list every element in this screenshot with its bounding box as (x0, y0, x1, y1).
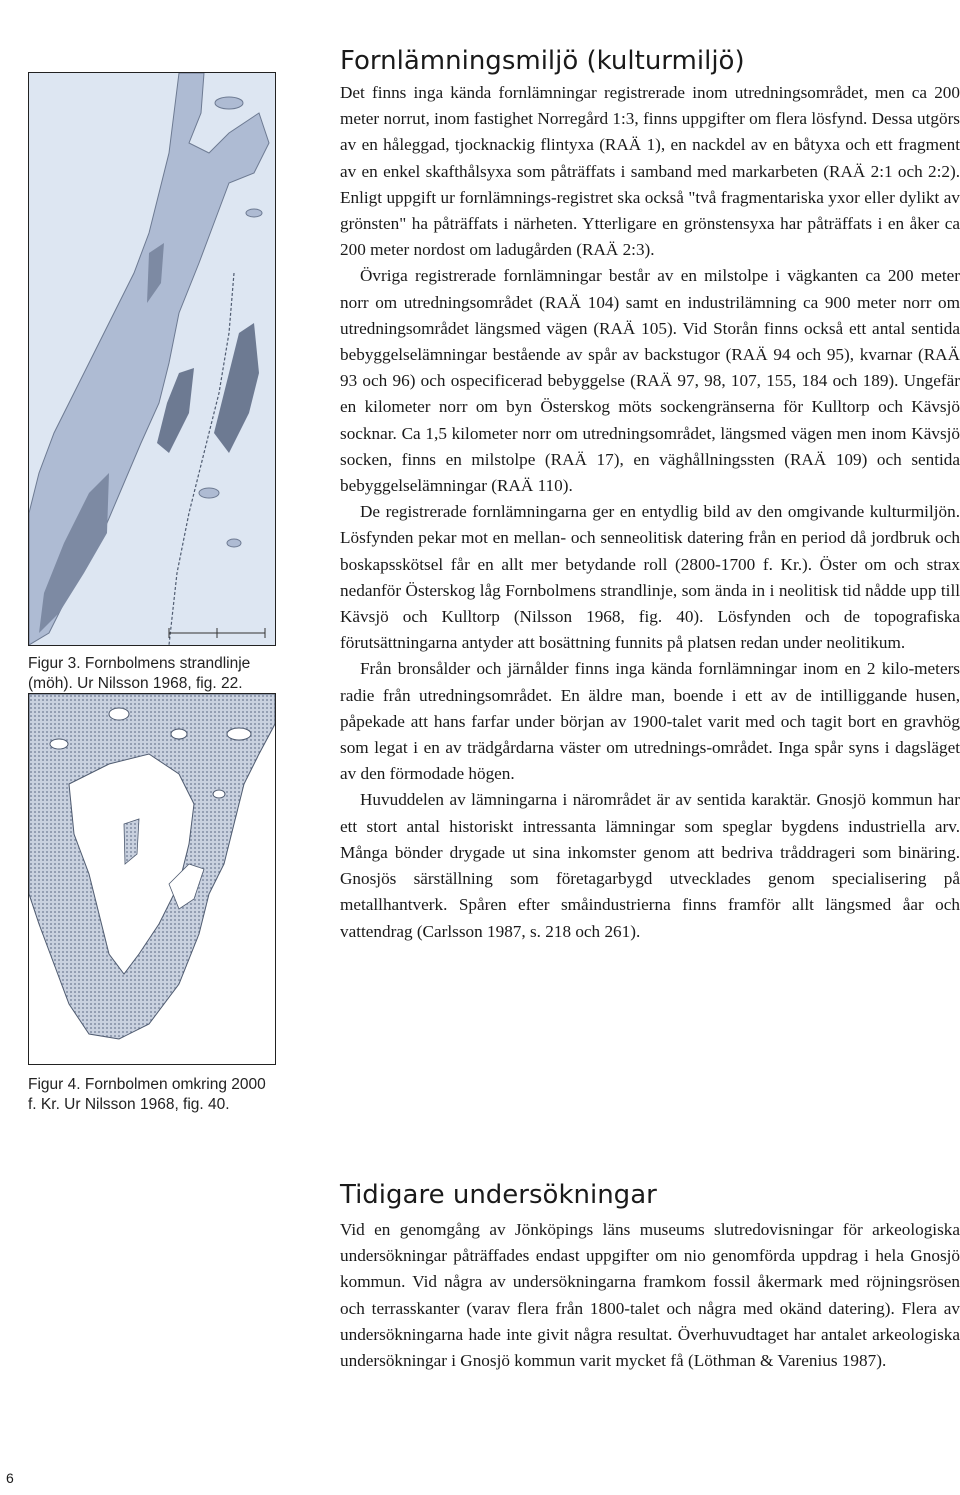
paragraph: Övriga registrerade fornlämningar består av en milstolpe i vägkanten ca 200 meter norr om utredningsområdet (RAÄ 104) samt en industrilämning ca 900 meter norr om utredningsområdet längsmed vägen (RAÄ 105). Vid Storån finns också ett antal sentida bebyggelselämningar bestående av spår av backstugor (RAÄ 94 och 95), kvarnar (RAÄ 93 och 96) och ospecificerad bebyggelse (RAÄ 97, 98, 107, 155, 184 och 189). Ungefär en kilometer norr om byn Österskog möts sockengränserna för Kulltorp och Kävsjö socknar. Ca 1,5 kilometer norr om utredningsområdet, längsmed vägen men inom Kävsjö socken, finns en milstolpe (RAÄ 17), en väghållningssten (RAÄ 109) och sentida bebyggelselämningar (RAÄ 110). (340, 266, 960, 496)
paragraph: Vid en genomgång av Jönköpings läns museums slutredovisningar för arkeologiska undersökningar påträffades endast uppgifter om nio genomförda uppdrag i hela Gnosjö kommun. Vid några av undersökningarna framkom fossil åkermark med röjningsrösen och terrasskanter (varav flera från 1800-talet och några med okänd datering). Flera av undersökningarna hade inte givit några resultat. Överhuvudtaget har antalet arkeologiska undersökningar i Gnosjö kommun varit mycket få (Löthman & Varenius 1987). (340, 1220, 960, 1371)
paragraph: Det finns inga kända fornlämningar registrerade inom utredningsområdet, men ca 200 meter norrut, inom fastighet Norregård 1:3, finns uppgifter om flera lösfynd. Dessa utgörs av en håleggad, tjocknackig flintyxa (RAÄ 1), en nackdel av en båtyxa och ett fragment av en enkel skafthålsyxa som påträffats i samband med markarbeten (RAÄ 2:1 och 2:2). Enligt uppgift ur fornlämnings-registret ska också "två fragmentariska yxor eller dylikt av grönsten" ha påträffats i närheten. Ytterligare en grönstensyxa har påträffats i en åker ca 200 meter nordost om ladugården (RAÄ 2:3). (340, 83, 960, 260)
section-heading-kulturmiljo: Fornlämningsmiljö (kulturmiljö) (340, 46, 745, 76)
figure-4-map (28, 693, 276, 1065)
strandline-map-image (29, 73, 275, 645)
section-body-tidigare-undersokningar (340, 1217, 960, 1374)
section-body-kulturmiljo (340, 80, 960, 945)
paragraph: De registrerade fornlämningarna ger en entydlig bild av den omgivande kulturmiljön. Lösfynden pekar mot en mellan- och senneolitisk datering från en period då jordbruk och boskapsskötsel får en allt mer betydande roll (2800-1700 f. Kr.). Öster om och strax nedanför Österskog låg Fornbolmens strandlinje, som ända in i neolitisk tid nådde upp till Kävsjö och Kulltorp (Nilsson 1968, fig. 40). Lösfynden och de topografiska förutsättningarna antyder att bosättning funnits på platsen redan under neolitikum. (340, 502, 960, 653)
page-number: 6 (6, 1470, 14, 1486)
figure-4-caption: Figur 4. Fornbolmen omkring 2000 f. Kr. Ur Nilsson 1968, fig. 40. (28, 1076, 266, 1113)
paragraph: Huvuddelen av lämningarna i närområdet är av sentida karaktär. Gnosjö kommun har ett stort antal historiskt intressanta lämningar som speglar bygdens industriella arv. Många bönder drygade ut sina inkomster genom att bedriva tråddrageri som binäring. Gnosjös särställning som företagarbygd utvecklades genom specialisering på metallhantverk. Spåren efter småindustrierna finns framför allt längsmed åar och vattendrag (Carlsson 1987, s. 218 och 261). (340, 790, 960, 941)
fornbolmen-map-image (29, 694, 275, 1064)
figure-3-map (28, 72, 276, 646)
section-heading-tidigare-undersokningar: Tidigare undersökningar (340, 1180, 657, 1210)
figure-3-caption: Figur 3. Fornbolmens strandlinje (möh). Ur Nilsson 1968, fig. 22. (28, 655, 251, 692)
paragraph: Från bronsålder och järnålder finns inga kända fornlämningar inom en 2 kilo-meters radie från utredningsområdet. En äldre man, boende i ett av de intilliggande husen, påpekade att hans farfar under början av 1900-talet varit med och tagit bort en gravhög som legat i en av trädgårdarna väster om utrednings-området. Inga spår syns i dagsläget av den förmodade högen. (340, 659, 960, 784)
